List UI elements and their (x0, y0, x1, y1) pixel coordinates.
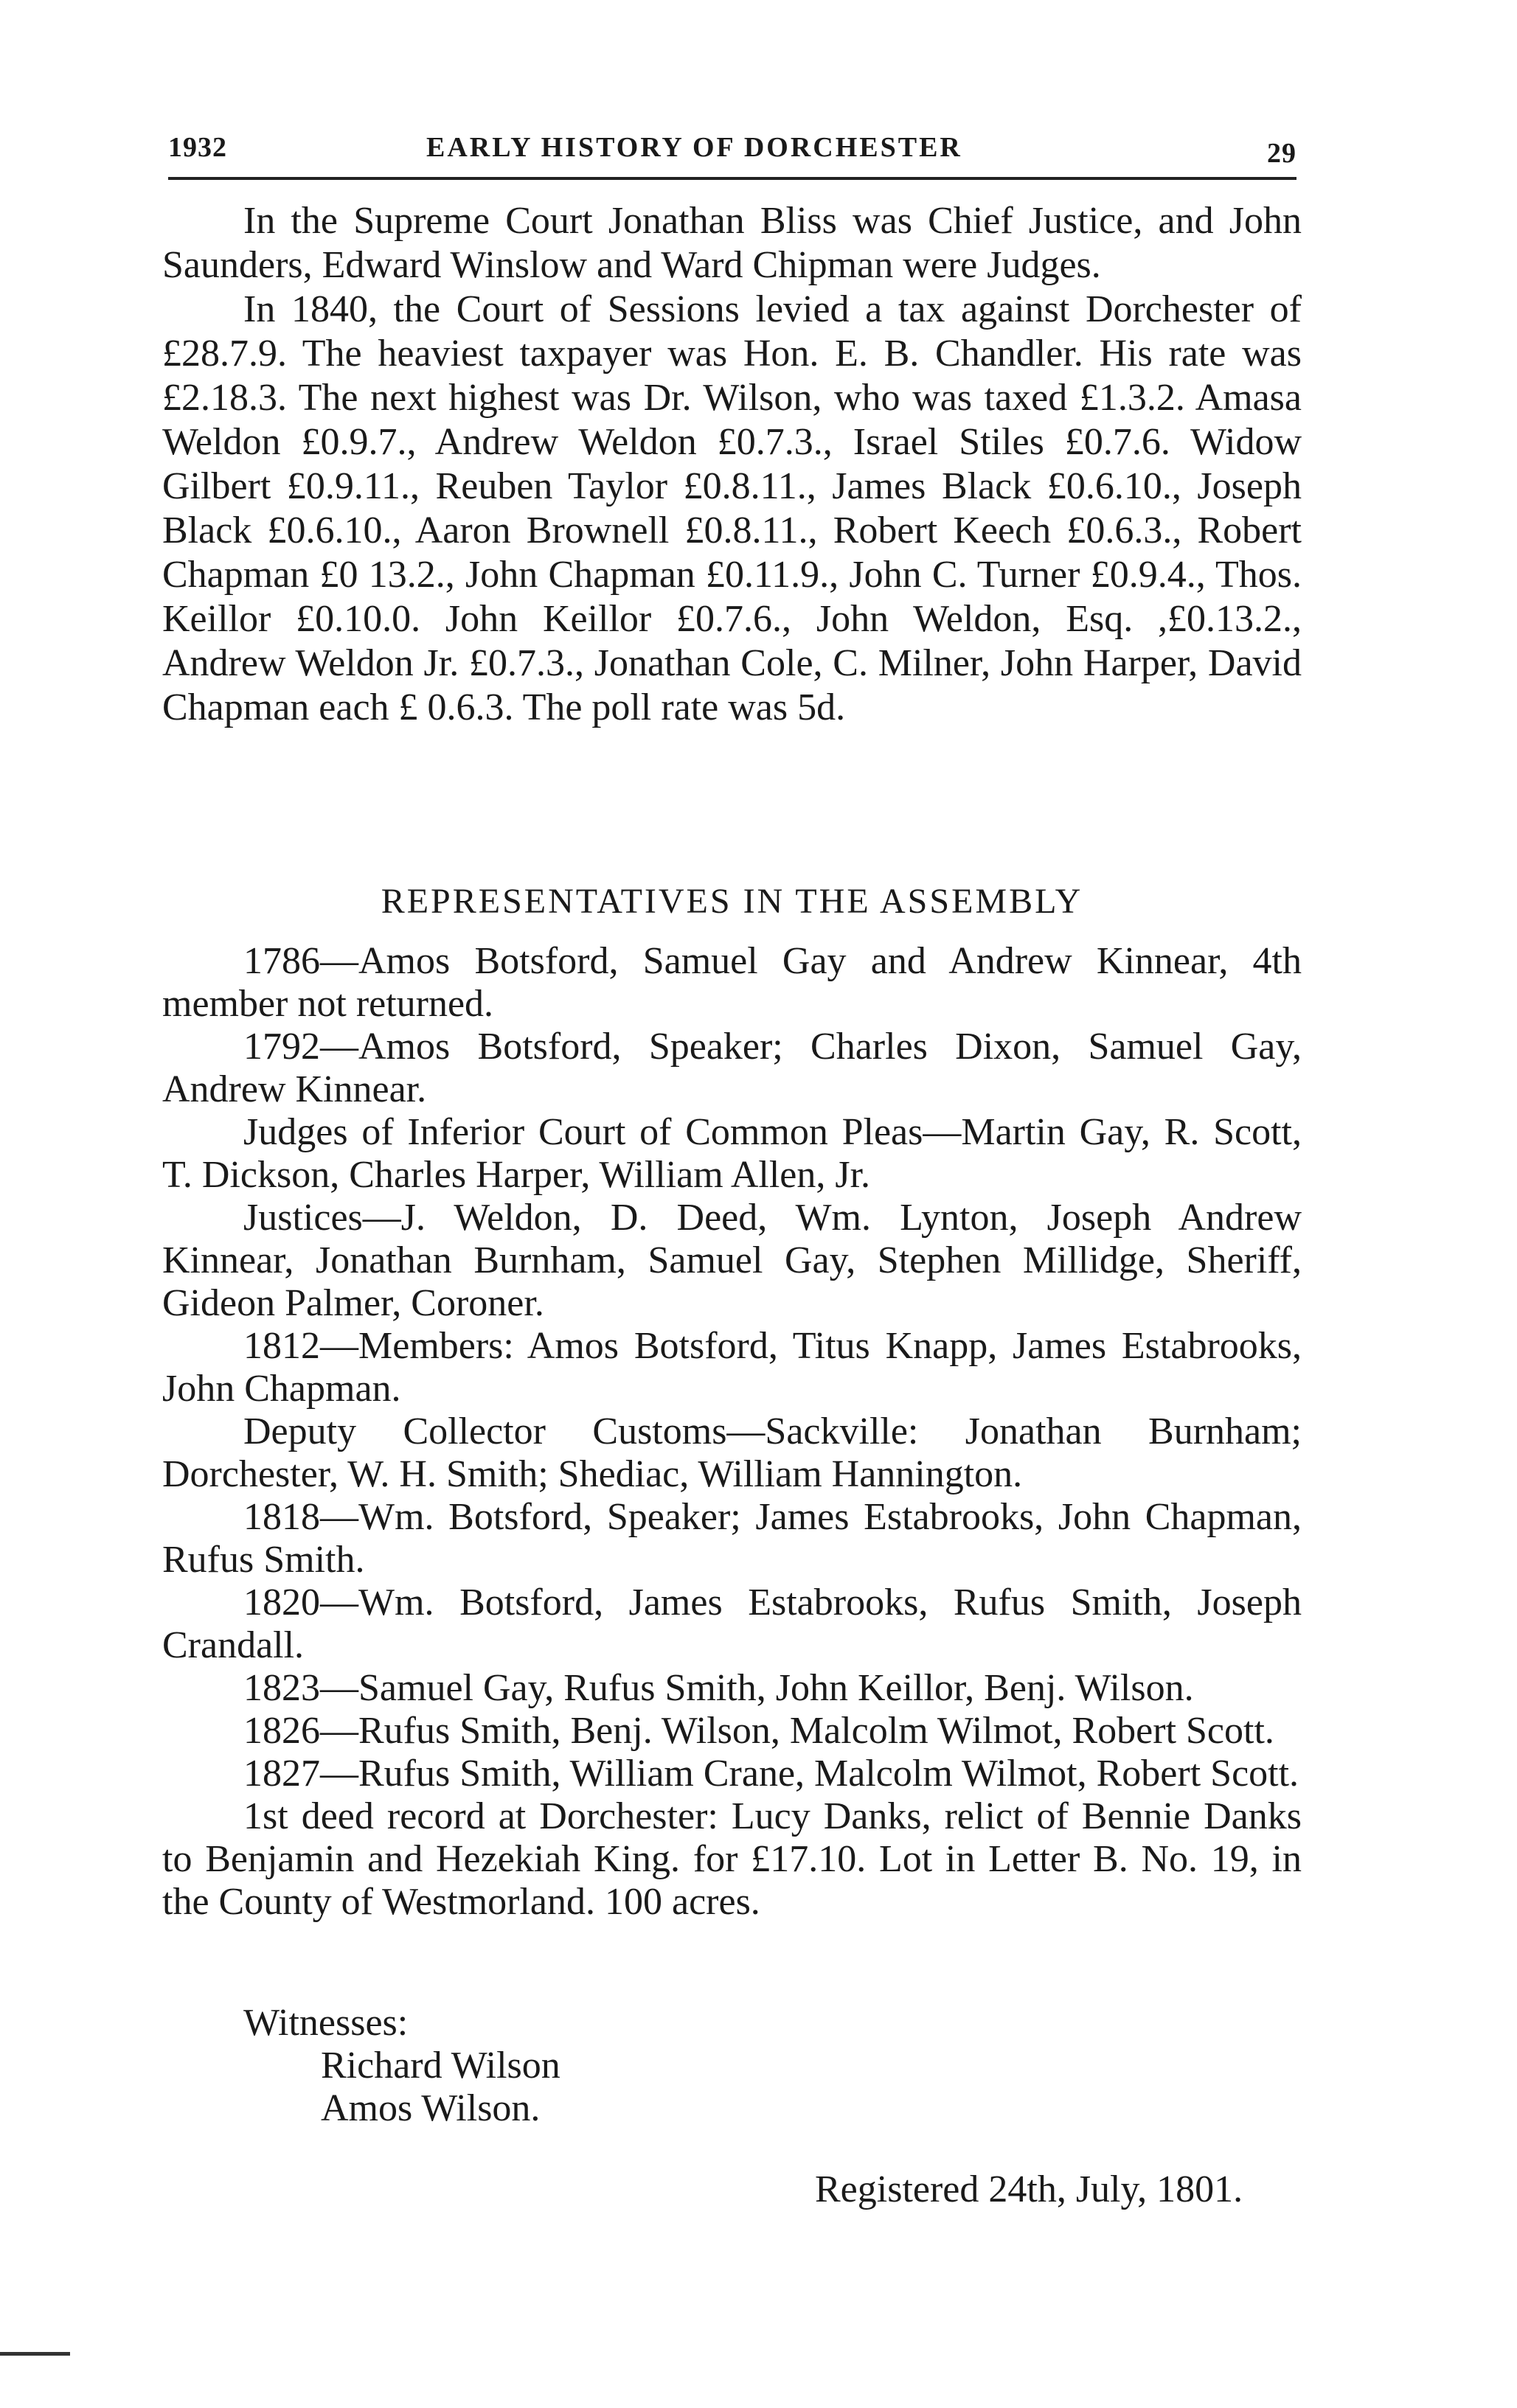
list-item: 1823—Samuel Gay, Rufus Smith, John Keillor, Benj. Wilson. (243, 1667, 1194, 1709)
witness-name: Richard Wilson (321, 2045, 560, 2087)
list-item: 1820—Wm. Botsford, James Estabrooks, Rufus Smith, Joseph Crandall. (162, 1581, 1302, 1666)
list-item: 1792—Amos Botsford, Speaker; Charles Dixon, Samuel Gay, Andrew Kinnear. (162, 1026, 1302, 1110)
registration-date: Registered 24th, July, 1801. (815, 2168, 1243, 2210)
section-heading: REPRESENTATIVES IN THE ASSEMBLY (381, 882, 1083, 921)
representatives-list (162, 940, 1302, 1924)
list-item: 1786—Amos Botsford, Samuel Gay and Andrew Kinnear, 4th member not returned. (162, 940, 1302, 1025)
witnesses-label: Witnesses: (243, 2002, 409, 2044)
list-item: Judges of Inferior Court of Common Pleas—Martin Gay, R. Scott, T. Dickson, Charles Harper, William Allen, Jr. (162, 1111, 1302, 1196)
header-rule (168, 177, 1296, 180)
body-text (162, 199, 1302, 730)
list-item: Justices—J. Weldon, D. Deed, Wm. Lynton, Joseph Andrew Kinnear, Jonathan Burnham, Samuel Gay, Stephen Millidge, Sheriff, Gideon Palmer, Coroner. (162, 1197, 1302, 1324)
paragraph-tax-1840: In 1840, the Court of Sessions levied a tax against Dorchester of £28.7.9. The heaviest taxpayer was Hon. E. B. Chandler. His rate was £2.18.3. The next highest was Dr. Wilson, who was taxed £1.3.2. Amasa Weldon £0.9.7., Andrew Weldon £0.7.3., Israel Stiles £0.7.6. Widow Gilbert £0.9.11., Reuben Taylor £0.8.11., James Black £0.6.10., Joseph Black £0.6.10., Aaron Brownell £0.8.11., Robert Keech £0.6.3., Robert Chapman £0 13.2., John Chapman £0.11.9., John C. Turner £0.9.4., Thos. Keillor £0.10.0. John Keillor £0.7.6., John Weldon, Esq. ,£0.13.2., Andrew Weldon Jr. £0.7.3., Jonathan Cole, C. Milner, John Harper, David Chapman each £ 0.6.3. The poll rate was 5d. (162, 288, 1302, 728)
witnesses-block (243, 2002, 560, 2130)
witness-name: Amos Wilson. (321, 2087, 541, 2129)
list-item: 1812—Members: Amos Botsford, Titus Knapp, James Estabrooks, John Chapman. (162, 1325, 1302, 1410)
scan-edge-mark (0, 2352, 70, 2356)
running-title: EARLY HISTORY OF DORCHESTER (426, 132, 962, 163)
header-year: 1932 (168, 132, 227, 163)
page-header (168, 131, 1296, 175)
list-item: 1818—Wm. Botsford, Speaker; James Estabrooks, John Chapman, Rufus Smith. (162, 1496, 1302, 1581)
list-item: 1st deed record at Dorchester: Lucy Danks, relict of Bennie Danks to Benjamin and Hezekiah King. for £17.10. Lot in Letter B. No. 19, in the County of Westmorland. 100 acres. (162, 1795, 1302, 1923)
paragraph-supreme-court: In the Supreme Court Jonathan Bliss was Chief Justice, and John Saunders, Edward Winslow and Ward Chipman were Judges. (162, 200, 1302, 286)
list-item: Deputy Collector Customs—Sackville: Jonathan Burnham; Dorchester, W. H. Smith; Shediac, William Hannington. (162, 1410, 1302, 1495)
list-item: 1826—Rufus Smith, Benj. Wilson, Malcolm Wilmot, Robert Scott. (243, 1710, 1274, 1752)
page-number: 29 (1267, 138, 1296, 169)
list-item: 1827—Rufus Smith, William Crane, Malcolm Wilmot, Robert Scott. (243, 1753, 1299, 1795)
